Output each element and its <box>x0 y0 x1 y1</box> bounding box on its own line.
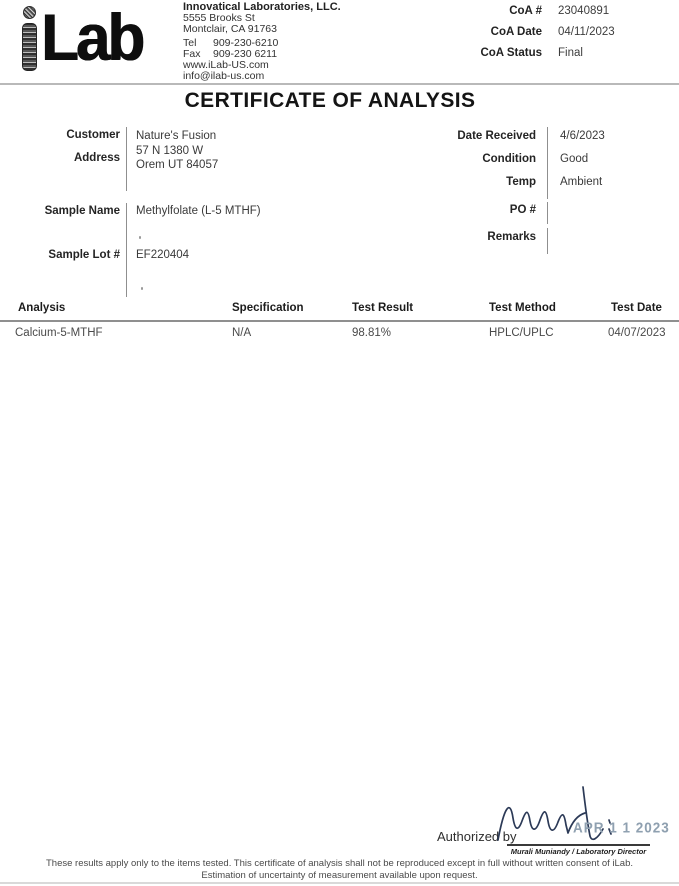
right-divider-3 <box>547 228 548 254</box>
customer-name: Nature's Fusion <box>136 130 217 142</box>
col-header-test-date: Test Date <box>611 302 662 314</box>
address-label: Address <box>73 152 120 164</box>
right-divider-2 <box>547 202 548 224</box>
company-street: 5555 Brooks St <box>183 12 255 24</box>
stray-mark <box>139 236 141 239</box>
logo-i-dot <box>23 6 36 19</box>
company-name: Innovatical Laboratories, LLC. <box>183 1 341 13</box>
disclaimer-line-1: These results apply only to the items tested. This certificate of analysis shall not be reproduced except in full without written consent of iLab. <box>45 858 634 869</box>
remarks-label: Remarks <box>487 231 536 243</box>
coa-number-label: CoA # <box>509 5 542 17</box>
condition-label: Condition <box>482 153 536 165</box>
signature-icon <box>490 784 622 848</box>
tel-label: Tel <box>183 37 197 49</box>
po-label: PO # <box>509 204 536 216</box>
customer-label: Customer <box>66 129 120 141</box>
ilab-logo <box>22 1 143 76</box>
temp-label: Temp <box>506 176 536 188</box>
signer-name-title: Murali Muniandy / Laboratory Director <box>510 847 647 856</box>
company-website: www.iLab-US.com <box>183 59 269 71</box>
stray-mark <box>141 287 143 290</box>
authorized-by-label: Authorized by <box>437 829 517 844</box>
coa-date-value: 04/11/2023 <box>558 26 615 38</box>
tel-number: 909-230-6210 <box>213 37 279 49</box>
cell-specification: N/A <box>232 327 252 339</box>
coa-date-label: CoA Date <box>490 26 542 38</box>
fax-number: 909-230 6211 <box>213 48 278 60</box>
temp-value: Ambient <box>560 176 603 188</box>
col-header-analysis: Analysis <box>18 302 66 314</box>
date-received-label: Date Received <box>457 130 536 142</box>
fax-label: Fax <box>183 48 201 60</box>
bottom-edge-rule <box>0 882 679 884</box>
coa-status-value: Final <box>558 47 583 59</box>
company-email: info@ilab-us.com <box>183 70 265 82</box>
coa-number-value: 23040891 <box>558 5 610 17</box>
left-divider-1 <box>126 127 127 191</box>
cell-analysis: Calcium-5-MTHF <box>15 327 103 339</box>
date-received-value: 4/6/2023 <box>560 130 605 142</box>
cell-test-method: HPLC/UPLC <box>489 327 554 339</box>
left-divider-2 <box>126 203 127 297</box>
right-divider-1 <box>547 127 548 199</box>
table-header-rule <box>0 320 679 322</box>
company-city: Montclair, CA 91763 <box>183 23 277 35</box>
page-title: CERTIFICATE OF ANALYSIS <box>184 89 476 112</box>
customer-city: Orem UT 84057 <box>136 159 219 171</box>
date-stamp: APR 1 1 2023 <box>573 819 670 836</box>
header-divider <box>0 83 679 85</box>
col-header-specification: Specification <box>232 302 304 314</box>
signature-line <box>507 844 650 846</box>
col-header-test-result: Test Result <box>352 302 414 314</box>
sample-name-label: Sample Name <box>44 205 120 217</box>
disclaimer-line-2: Estimation of uncertainty of measurement available upon request. <box>201 870 478 881</box>
sample-lot-value: EF220404 <box>136 249 190 261</box>
logo-text: Lab <box>41 1 143 76</box>
coa-status-label: CoA Status <box>480 47 542 59</box>
customer-street: 57 N 1380 W <box>136 144 204 157</box>
customer-address-value <box>136 129 218 173</box>
company-info <box>183 2 341 82</box>
cell-test-date: 04/07/2023 <box>608 327 666 339</box>
logo-i-stem <box>22 23 37 71</box>
logo-i-glyph-icon <box>22 6 37 71</box>
col-header-test-method: Test Method <box>489 302 556 314</box>
condition-value: Good <box>560 153 589 165</box>
cell-test-result: 98.81% <box>352 327 392 339</box>
sample-name-value: Methylfolate (L-5 MTHF) <box>136 205 261 217</box>
sample-lot-label: Sample Lot # <box>48 249 120 261</box>
coa-info-block <box>450 5 657 59</box>
